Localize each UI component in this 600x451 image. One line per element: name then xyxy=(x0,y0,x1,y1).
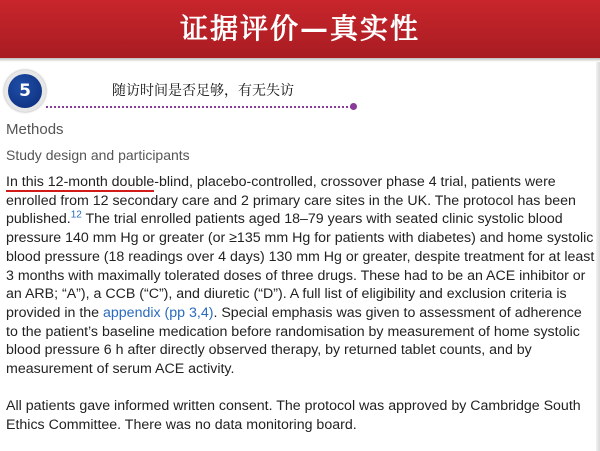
point-number-badge: 5 xyxy=(8,74,42,108)
dotted-divider xyxy=(46,106,352,108)
title-shadow xyxy=(0,58,600,62)
slide-title: 证据评价—真实性 xyxy=(0,0,600,58)
paragraph-text: -blind, placebo-controlled, crossover phase 4 trial, patients were enrolled from 12 secondary care and 2 primary care sites in the UK. The protocol has been published. xyxy=(6,174,576,228)
methods-paragraph xyxy=(6,173,596,379)
reference-link[interactable]: 12 xyxy=(70,209,82,221)
section-subheading: Study design and participants xyxy=(6,147,190,163)
highlighted-phrase: In this 12-month double xyxy=(6,174,155,190)
section-heading: Methods xyxy=(6,121,64,138)
appendix-link[interactable]: appendix (pp 3,4) xyxy=(103,304,214,321)
consent-paragraph: All patients gave informed written consent. The protocol was approved by Cambridge South Ethics Committee. There was no data monitoring board. xyxy=(6,398,581,433)
divider-end-dot xyxy=(350,103,357,110)
paragraph-text: The trial enrolled patients aged 18–79 years with seated clinic systolic blood pressure 140 mm Hg or greater (or ≥135 mm Hg for patients with diabetes) and home systolic blood pressure (18 readings over 4 days) 130 mm Hg or greater, despite treatment for at least 3 months with maximally tolerated doses of three drugs. These had to be an ACE inhibitor or an ARB; “A”), a CCB (“C”), and diuretic (“D”). A full list of eligibility and exclusion criteria is provided in the xyxy=(6,211,595,321)
slide-edge xyxy=(596,62,600,451)
paragraph-text: . Special emphasis was given to assessment of adherence to the patient’s baseline medication before randomisation by measurement of home systolic blood pressure 6 h after directly observed therapy, by returned tablet counts, and by measurement of serum ACE activity. xyxy=(6,304,582,378)
point-description: 随访时间是否足够，有无失访 xyxy=(112,83,294,99)
